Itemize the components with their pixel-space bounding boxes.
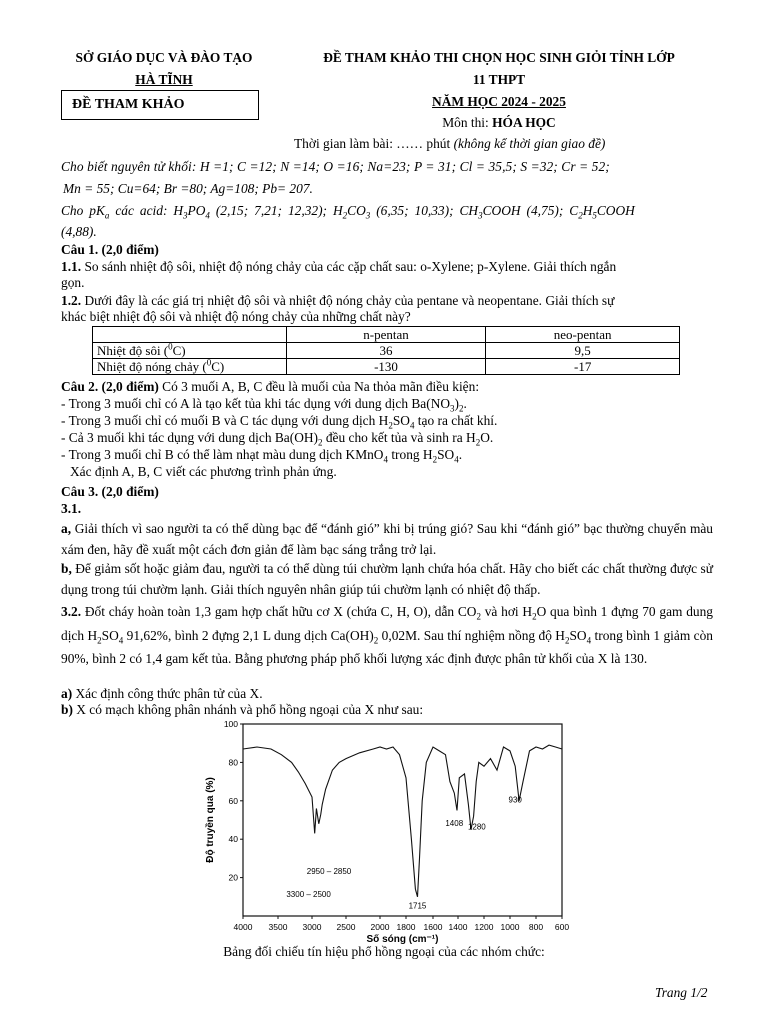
atomic-mass-line-2: Mn = 55; Cu=64; Br =80; Ag=108; Pb= 207. xyxy=(63,181,313,196)
question-1-2-cont: khác biệt nhiệt độ sôi và nhiệt độ nóng chảy của những chất này? xyxy=(61,309,411,324)
exam-title-line-2: 11 THPT xyxy=(472,72,526,87)
ir-x-tick-label: 1600 xyxy=(423,922,443,932)
ir-peak-label: 2950 – 2850 xyxy=(306,866,352,876)
ir-y-tick-label: 80 xyxy=(228,757,238,768)
q3-a-label: a, xyxy=(61,521,72,536)
question-3-title: Câu 3. (2,0 điểm) xyxy=(61,484,159,499)
ir-peak-annotations xyxy=(286,796,522,911)
q2-condition-4: - Trong 3 muối chỉ B có thể làm nhạt màu dung dịch KMnO$_4$ trong $H_2SO_4$. xyxy=(61,447,463,465)
school-year-text: NĂM HỌC 2024 - 2025 xyxy=(432,94,566,109)
ir-peak-label: 1715 xyxy=(408,901,427,911)
q2-intro: Có 3 muối A, B, C đều là muối của Na thỏa mãn điều kiện: xyxy=(158,379,480,394)
ir-x-tick-label: 1400 xyxy=(448,922,468,932)
q3-1-b xyxy=(61,558,713,600)
ir-spectrum-chart xyxy=(200,716,570,946)
ir-caption: Bảng đối chiếu tín hiệu phổ hồng ngoại của các nhóm chức: xyxy=(223,944,545,959)
q3-2-a xyxy=(61,686,263,702)
table-cell: 36 xyxy=(286,343,486,359)
subject-line xyxy=(290,115,708,131)
ir-y-tick-label: 40 xyxy=(228,834,238,845)
ir-axes xyxy=(243,724,562,916)
ir-y-tick-label: 60 xyxy=(228,795,238,806)
question-3-1: 3.1. xyxy=(61,501,82,516)
table-header-n-pentane: n-pentan xyxy=(286,327,486,343)
page-number: Trang 1/2 xyxy=(655,985,708,1000)
ir-x-tick-label: 800 xyxy=(528,922,544,932)
q3-2-number: 3.2. xyxy=(61,604,82,619)
ir-x-tick-label: 2500 xyxy=(336,922,356,932)
table-cell: -17 xyxy=(486,359,680,375)
ir-x-tick-label: 1200 xyxy=(474,922,494,932)
table-cell: -130 xyxy=(286,359,486,375)
q3-2-a-label: a) xyxy=(61,686,73,701)
question-1-1 xyxy=(61,259,616,275)
q1-2-number: 1.2. xyxy=(61,293,82,308)
question-1-title: Câu 1. (2,0 điểm) xyxy=(61,242,159,257)
q1-1-number: 1.1. xyxy=(61,259,82,274)
ir-x-axis-label: Số sóng (cm⁻¹) xyxy=(366,934,439,945)
org-line-1: SỞ GIÁO DỤC VÀ ĐÀO TẠO xyxy=(75,50,253,65)
subject-label: Môn thi: xyxy=(442,115,493,130)
table-header-neo-pentane: neo-pentan xyxy=(486,327,680,343)
school-year xyxy=(290,94,708,110)
table-row xyxy=(93,359,680,375)
ir-x-tick-label: 2000 xyxy=(370,922,390,932)
pka-line-1: Cho $pK_a$ các acid: $H_3PO_4$ (2,15; 7,21; 12,32); $H_2CO_3$ (6,35; 10,33); $CH_3COOH$ (4,75); $C_2H_5COOH$ xyxy=(61,203,635,221)
pka-line-2: (4,88). xyxy=(61,224,97,239)
q3-2-a-text: Xác định công thức phân tử của X. xyxy=(72,686,263,701)
exam-title-line-1: ĐỀ THAM KHẢO THI CHỌN HỌC SINH GIỎI TỈNH LỚP xyxy=(323,50,675,65)
time-note: (không kể thời gian giao đề) xyxy=(453,136,606,151)
q3-2-b-text: X có mạch không phân nhánh và phổ hồng ngoại của X như sau: xyxy=(72,702,424,717)
ir-y-tick-label: 100 xyxy=(223,719,238,729)
ir-spectrum-line xyxy=(243,745,562,897)
ir-y-tick-label: 20 xyxy=(228,872,238,883)
ir-y-axis-label: Độ truyền qua (%) xyxy=(205,777,216,863)
ir-x-tick-label: 3500 xyxy=(268,922,288,932)
q3-b-text: Để giảm sốt hoặc giảm đau, người ta có thể dùng túi chườm lạnh chứa hóa chất. Hãy cho biết các chất thường được sử dụng trong túi chườm lạnh. Giải thích nguyên nhân giúp túi chườm lạnh có nhiệt độ thấp. xyxy=(61,561,713,597)
q3-1-a xyxy=(61,518,713,560)
ir-peak-label: 3300 – 2500 xyxy=(286,889,331,899)
table-row xyxy=(93,343,680,359)
table-header-row xyxy=(93,327,680,343)
ir-peak-label: 930 xyxy=(508,795,522,805)
table-cell: 9,5 xyxy=(486,343,680,359)
ir-peak-label: 1280 xyxy=(467,822,486,832)
subject-name: HÓA HỌC xyxy=(492,115,556,130)
q2-task: Xác định A, B, C viết các phương trình phản ứng. xyxy=(70,464,337,479)
q2-condition-2: - Trong 3 muối chỉ có muối B và C tác dụng với dung dịch $H_2SO_4$ tạo ra chất khí. xyxy=(61,413,498,431)
q2-condition-3: - Cả 3 muối khi tác dụng với dung dịch $Ba(OH)_2$ đều cho kết tủa và sinh ra $H_2O$. xyxy=(61,430,494,448)
question-2-title xyxy=(61,379,479,395)
ir-x-tick-label: 1000 xyxy=(500,922,520,932)
ir-x-tick-label: 3000 xyxy=(302,922,322,932)
org-line-2: HÀ TĨNH xyxy=(135,72,193,87)
q1-1-text: So sánh nhiệt độ sôi, nhiệt độ nóng chảy của các cặp chất sau: o-Xylene; p-Xylene. Giải thích ngắn xyxy=(81,259,617,274)
ir-x-tick-label: 600 xyxy=(554,922,570,932)
time-text: Thời gian làm bài: …… phút xyxy=(294,136,454,151)
q3-a-text: Giải thích vì sao người ta có thể dùng bạc để “đánh gió” khi bị trúng gió? Sau khi “đánh gió” bạc thường chuyển màu xám đen, hãy đề xuất một cách đơn giản để làm bạc sáng trắng trở lại. xyxy=(61,521,713,557)
reference-box xyxy=(61,90,259,120)
time-line xyxy=(294,136,605,152)
boiling-melting-table xyxy=(92,326,680,375)
table-corner-cell xyxy=(93,327,287,343)
ir-peak-label: 1408 xyxy=(445,818,464,828)
q3-2-b-label: b) xyxy=(61,702,73,717)
q2-condition-1: - Trong 3 muối chỉ có A là tạo kết tủa khi tác dụng với dung dịch $Ba(NO_3)_2$. xyxy=(61,396,467,414)
ir-plot-frame xyxy=(243,724,562,916)
q2-title-text: Câu 2. (2,0 điểm) xyxy=(61,379,159,394)
reference-box-label: ĐỀ THAM KHẢO xyxy=(72,97,185,112)
q1-2-text: Dưới đây là các giá trị nhiệt độ sôi và nhiệt độ nóng chảy của pentane và neopentane. Giải thích sự xyxy=(81,293,615,308)
question-1-2 xyxy=(61,293,614,309)
atomic-mass-line-1: Cho biết nguyên tử khối: H =1; C =12; N =14; O =16; Na=23; P = 31; Cl = 35,5; S =32; Cr = 52; xyxy=(61,159,610,174)
ir-x-tick-label: 4000 xyxy=(233,922,253,932)
q3-2: 3.2. Đốt cháy hoàn toàn 1,3 gam hợp chất hữu cơ X (chứa C, H, O), dẫn $CO_2$ và hơi $H_2O$ qua bình 1 đựng 70 gam dung dịch $H_2SO_4$ 91,62%, bình 2 đựng 2,1 L dung dịch $Ca(OH)_2$ 0,02M. Sau thí nghiệm nồng độ $H_2SO_4$ trong bình 1 giảm còn 90%, bình 2 có 1,4 gam kết tủa. Bằng phương pháp phổ khối lượng xác định được phân tử khối của X là 130. xyxy=(61,604,713,666)
question-1-1-cont: gọn. xyxy=(61,275,85,290)
q3-b-label: b, xyxy=(61,561,72,576)
table-row-label-melting: Nhiệt độ nóng chảy ($^0$C) xyxy=(93,359,287,375)
table-row-label-boiling: Nhiệt độ sôi ($^0$C) xyxy=(93,343,287,359)
ir-x-tick-label: 1800 xyxy=(396,922,416,932)
